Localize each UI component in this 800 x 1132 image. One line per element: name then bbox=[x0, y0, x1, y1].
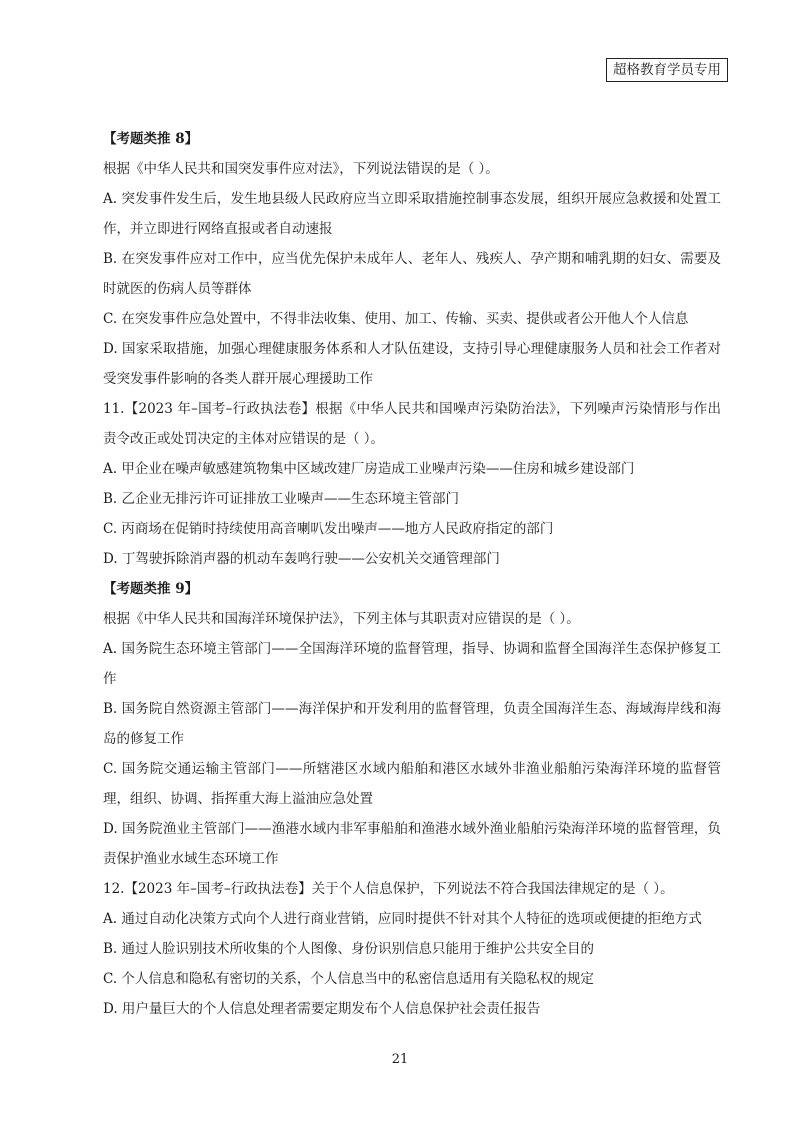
option-a: A. 国务院生态环境主管部门——全国海洋环境的监督管理，指导、协调和监督全国海洋生态保护修复工作 bbox=[103, 641, 721, 687]
option-d: D. 国家采取措施，加强心理健康服务体系和人才队伍建设，支持引导心理健康服务人员和社会工作者对受突发事件影响的各类人群开展心理援助工作 bbox=[103, 341, 721, 387]
option-d: D. 国务院渔业主管部门——渔港水域内非军事船舶和渔港水域外渔业船舶污染海洋环境的监督管理，负责保护渔业水域生态环境工作 bbox=[103, 821, 721, 867]
option-b: B. 国务院自然资源主管部门——海洋保护和开发利用的监督管理，负责全国海洋生态、海域海岸线和海岛的修复工作 bbox=[103, 701, 721, 747]
document-body bbox=[103, 124, 721, 1024]
option-b: B. 通过人脸识别技术所收集的个人图像、身份识别信息只能用于维护公共安全目的 bbox=[103, 941, 595, 957]
option-c: C. 丙商场在促销时持续使用高音喇叭发出噪声——地方人民政府指定的部门 bbox=[103, 521, 554, 537]
option-a: A. 突发事件发生后，发生地县级人民政府应当立即采取措施控制事态发展，组织开展应急救援和处置工作，并立即进行网络直报或者自动速报 bbox=[103, 191, 721, 237]
question-stem: 11.【2023 年–国考–行政执法卷】根据《中华人民共和国噪声污染防治法》，下列噪声污染情形与作出责令改正或处罚决定的主体对应错误的是（ ）。 bbox=[103, 401, 721, 447]
page-number: 21 bbox=[391, 1052, 409, 1067]
option-a: A. 甲企业在噪声敏感建筑物集中区域改建厂房造成工业噪声污染——住房和城乡建设部门 bbox=[103, 461, 635, 477]
option-c: C. 国务院交通运输主管部门——所辖港区水域内船舶和港区水域外非渔业船舶污染海洋环境的监督管理，组织、协调、指挥重大海上溢油应急处置 bbox=[103, 761, 721, 807]
option-c: C. 在突发事件应急处置中，不得非法收集、使用、加工、传输、买卖、提供或者公开他人个人信息 bbox=[103, 311, 689, 327]
question-stem: 根据《中华人民共和国海洋环境保护法》，下列主体与其职责对应错误的是（ ）。 bbox=[103, 611, 580, 627]
option-c: C. 个人信息和隐私有密切的关系，个人信息当中的私密信息适用有关隐私权的规定 bbox=[103, 971, 594, 987]
question-stem: 12.【2023 年–国考–行政执法卷】关于个人信息保护，下列说法不符合我国法律规定的是（ ）。 bbox=[103, 881, 674, 897]
option-d: D. 用户量巨大的个人信息处理者需要定期发布个人信息保护社会责任报告 bbox=[103, 1001, 541, 1017]
option-a: A. 通过自动化决策方式向个人进行商业营销，应同时提供不针对其个人特征的选项或便捷的拒绝方式 bbox=[103, 911, 702, 927]
question-stem: 根据《中华人民共和国突发事件应对法》，下列说法错误的是（ ）。 bbox=[103, 161, 499, 177]
option-b: B. 乙企业无排污许可证排放工业噪声——生态环境主管部门 bbox=[103, 491, 460, 507]
option-b: B. 在突发事件应对工作中，应当优先保护未成年人、老年人、残疾人、孕产期和哺乳期的妇女、需要及时就医的伤病人员等群体 bbox=[103, 251, 721, 297]
section-heading: 【考题类推 8】 bbox=[103, 131, 199, 147]
option-d: D. 丁驾驶拆除消声器的机动车轰鸣行驶——公安机关交通管理部门 bbox=[103, 551, 500, 567]
header-badge: 超格教育学员专用 bbox=[606, 58, 728, 82]
section-heading: 【考题类推 9】 bbox=[103, 581, 199, 597]
